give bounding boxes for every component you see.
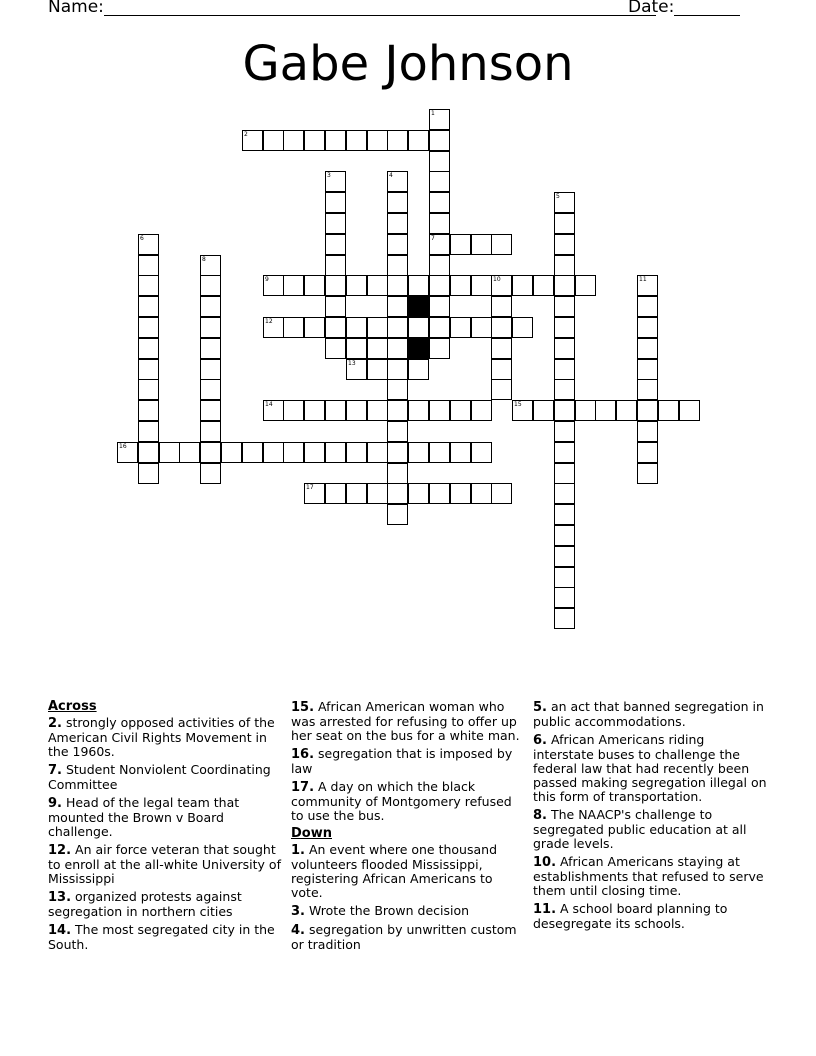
- grid-cell[interactable]: [554, 359, 575, 380]
- black-cell: [408, 338, 429, 359]
- grid-cell[interactable]: [575, 275, 596, 296]
- grid-cell[interactable]: [637, 421, 658, 442]
- clue-number: 9: [265, 276, 269, 283]
- clue-item-text: A day on which the black community of Montgomery refused to use the bus.: [291, 779, 512, 823]
- grid-cell[interactable]: [408, 317, 429, 338]
- down-heading: Down: [291, 826, 332, 841]
- grid-cell[interactable]: [554, 275, 575, 296]
- grid-cell[interactable]: [637, 442, 658, 463]
- grid-cell[interactable]: [159, 442, 180, 463]
- grid-cell[interactable]: [346, 400, 367, 421]
- clue-item-number: 12.: [48, 843, 72, 858]
- grid-cell[interactable]: [387, 213, 408, 234]
- grid-cell[interactable]: [429, 151, 450, 172]
- grid-cell[interactable]: [242, 130, 263, 151]
- grid-cell[interactable]: [471, 442, 492, 463]
- grid-cell[interactable]: [304, 400, 325, 421]
- grid-cell[interactable]: [263, 400, 284, 421]
- grid-cell[interactable]: [325, 338, 346, 359]
- grid-cell[interactable]: [554, 567, 575, 588]
- grid-cell[interactable]: [387, 421, 408, 442]
- grid-cell[interactable]: [325, 400, 346, 421]
- clue-item-text: segregation by unwritten custom or tradition: [291, 922, 517, 952]
- across-clue-list-continued: [291, 700, 527, 823]
- clue-item-number: 11.: [533, 902, 557, 917]
- clue-item-number: 15.: [291, 700, 315, 715]
- clue-number: 13: [348, 360, 356, 367]
- grid-cell[interactable]: [554, 255, 575, 276]
- grid-cell[interactable]: [429, 483, 450, 504]
- grid-cell[interactable]: [387, 296, 408, 317]
- grid-cell[interactable]: [325, 442, 346, 463]
- grid-cell[interactable]: [408, 483, 429, 504]
- grid-cell[interactable]: [554, 504, 575, 525]
- grid-cell[interactable]: [512, 317, 533, 338]
- grid-cell[interactable]: [325, 192, 346, 213]
- clue-item-number: 17.: [291, 780, 315, 795]
- grid-cell[interactable]: [450, 442, 471, 463]
- clue-item-number: 1.: [291, 843, 305, 858]
- clue-item-number: 13.: [48, 890, 72, 905]
- grid-cell[interactable]: [387, 130, 408, 151]
- grid-cell[interactable]: [138, 255, 159, 276]
- clue-number: 2: [244, 131, 248, 138]
- grid-cell[interactable]: [387, 442, 408, 463]
- grid-cell[interactable]: [325, 275, 346, 296]
- grid-cell[interactable]: [387, 483, 408, 504]
- across-clue-list: [48, 716, 284, 952]
- grid-cell[interactable]: [679, 400, 700, 421]
- grid-cell[interactable]: [554, 234, 575, 255]
- clue-item-number: 8.: [533, 808, 547, 823]
- grid-cell[interactable]: [200, 442, 221, 463]
- clue-column-2: [291, 700, 527, 956]
- clue-item-number: 16.: [291, 747, 315, 762]
- grid-cell[interactable]: [554, 587, 575, 608]
- clue-number: 17: [306, 484, 314, 491]
- grid-cell[interactable]: [200, 359, 221, 380]
- grid-cell[interactable]: [637, 359, 658, 380]
- grid-cell[interactable]: [200, 317, 221, 338]
- grid-cell[interactable]: [138, 400, 159, 421]
- clue-item-text: Wrote the Brown decision: [308, 903, 470, 918]
- grid-cell[interactable]: [200, 379, 221, 400]
- name-label: Name:: [48, 0, 104, 17]
- clue-item: [48, 923, 284, 952]
- grid-cell[interactable]: [429, 171, 450, 192]
- clue-item: [533, 808, 769, 851]
- grid-cell[interactable]: [346, 483, 367, 504]
- clue-item-text: an act that banned segregation in public accommodations.: [533, 699, 764, 729]
- clue-item: [533, 855, 769, 898]
- clue-item-text: An air force veteran that sought to enroll at the all-white University of Mississippi: [48, 842, 281, 886]
- date-label: Date:: [628, 0, 675, 17]
- grid-cell[interactable]: [387, 400, 408, 421]
- clue-item-number: 3.: [291, 904, 305, 919]
- grid-cell[interactable]: [138, 463, 159, 484]
- grid-cell[interactable]: [554, 442, 575, 463]
- grid-cell[interactable]: [325, 317, 346, 338]
- grid-cell[interactable]: [450, 317, 471, 338]
- clue-item: [533, 733, 769, 804]
- grid-cell[interactable]: [429, 109, 450, 130]
- clue-number: 11: [639, 276, 647, 283]
- grid-cell[interactable]: [367, 442, 388, 463]
- grid-cell[interactable]: [491, 275, 512, 296]
- grid-cell[interactable]: [554, 192, 575, 213]
- clue-item-text: strongly opposed activities of the American Civil Rights Movement in the 1960s.: [48, 715, 275, 759]
- grid-cell[interactable]: [450, 234, 471, 255]
- grid-cell[interactable]: [304, 483, 325, 504]
- grid-cell[interactable]: [471, 234, 492, 255]
- grid-cell[interactable]: [138, 317, 159, 338]
- grid-cell[interactable]: [408, 130, 429, 151]
- grid-cell[interactable]: [387, 338, 408, 359]
- grid-cell[interactable]: [429, 234, 450, 255]
- clue-item: [48, 890, 284, 919]
- grid-cell[interactable]: [491, 296, 512, 317]
- clue-item: [48, 796, 284, 839]
- across-heading: Across: [48, 699, 97, 714]
- page-title: Gabe Johnson: [242, 36, 574, 92]
- clue-number: 15: [514, 401, 522, 408]
- clue-item: [291, 904, 527, 919]
- grid-cell[interactable]: [283, 317, 304, 338]
- clue-item-text: African Americans staying at establishments that refused to serve them until closing time.: [533, 854, 764, 898]
- grid-cell[interactable]: [429, 338, 450, 359]
- grid-cell[interactable]: [408, 442, 429, 463]
- grid-cell[interactable]: [304, 317, 325, 338]
- grid-cell[interactable]: [450, 400, 471, 421]
- clue-number: 3: [327, 172, 331, 179]
- grid-cell[interactable]: [554, 379, 575, 400]
- grid-cell[interactable]: [554, 463, 575, 484]
- grid-cell[interactable]: [471, 483, 492, 504]
- grid-cell[interactable]: [387, 463, 408, 484]
- grid-cell[interactable]: [263, 317, 284, 338]
- grid-cell[interactable]: [346, 130, 367, 151]
- clue-item-text: The NAACP's challenge to segregated public education at all grade levels.: [533, 807, 747, 851]
- grid-cell[interactable]: [554, 400, 575, 421]
- grid-cell[interactable]: [283, 400, 304, 421]
- grid-cell[interactable]: [367, 400, 388, 421]
- grid-cell[interactable]: [138, 442, 159, 463]
- grid-cell[interactable]: [283, 442, 304, 463]
- grid-cell[interactable]: [429, 296, 450, 317]
- clue-item-text: African Americans riding interstate buses to challenge the federal law that had recently been passed making segregation illegal on this form of transportation.: [533, 732, 767, 804]
- grid-cell[interactable]: [491, 359, 512, 380]
- grid-cell[interactable]: [242, 442, 263, 463]
- grid-cell[interactable]: [367, 275, 388, 296]
- grid-cell[interactable]: [491, 317, 512, 338]
- clue-number: 8: [202, 256, 206, 263]
- grid-cell[interactable]: [387, 171, 408, 192]
- grid-cell[interactable]: [200, 255, 221, 276]
- grid-cell[interactable]: [429, 213, 450, 234]
- grid-cell[interactable]: [637, 463, 658, 484]
- clue-item-text: segregation that is imposed by law: [291, 746, 513, 776]
- grid-cell[interactable]: [138, 379, 159, 400]
- grid-cell[interactable]: [387, 255, 408, 276]
- grid-cell[interactable]: [554, 608, 575, 629]
- grid-cell[interactable]: [346, 359, 367, 380]
- clue-item-number: 14.: [48, 923, 72, 938]
- clue-number: 10: [493, 276, 501, 283]
- grid-cell[interactable]: [491, 338, 512, 359]
- grid-cell[interactable]: [346, 275, 367, 296]
- grid-cell[interactable]: [325, 213, 346, 234]
- grid-cell[interactable]: [554, 525, 575, 546]
- grid-cell[interactable]: [637, 400, 658, 421]
- grid-cell[interactable]: [575, 400, 596, 421]
- grid-cell[interactable]: [471, 317, 492, 338]
- grid-cell[interactable]: [200, 275, 221, 296]
- grid-cell[interactable]: [554, 317, 575, 338]
- grid-cell[interactable]: [346, 338, 367, 359]
- grid-cell[interactable]: [304, 130, 325, 151]
- grid-cell[interactable]: [200, 338, 221, 359]
- grid-cell[interactable]: [533, 400, 554, 421]
- grid-cell[interactable]: [325, 171, 346, 192]
- grid-cell[interactable]: [637, 338, 658, 359]
- grid-cell[interactable]: [512, 400, 533, 421]
- grid-cell[interactable]: [658, 400, 679, 421]
- clue-item: [291, 780, 527, 823]
- clue-item: [48, 843, 284, 886]
- grid-cell[interactable]: [512, 275, 533, 296]
- grid-cell[interactable]: [491, 379, 512, 400]
- grid-cell[interactable]: [387, 317, 408, 338]
- down-clue-list: [291, 843, 527, 952]
- clue-item-number: 4.: [291, 923, 305, 938]
- clue-item: [291, 923, 527, 952]
- clue-item-number: 2.: [48, 716, 62, 731]
- grid-cell[interactable]: [117, 442, 138, 463]
- grid-cell[interactable]: [346, 317, 367, 338]
- clue-number: 14: [265, 401, 273, 408]
- black-cell: [408, 296, 429, 317]
- clue-number: 7: [431, 235, 435, 242]
- grid-cell[interactable]: [200, 296, 221, 317]
- clue-column-3: [533, 700, 769, 935]
- grid-cell[interactable]: [637, 296, 658, 317]
- grid-cell[interactable]: [367, 483, 388, 504]
- clue-item-number: 10.: [533, 855, 557, 870]
- grid-cell[interactable]: [367, 130, 388, 151]
- grid-cell[interactable]: [283, 275, 304, 296]
- clue-number: 1: [431, 110, 435, 117]
- clue-number: 6: [140, 235, 144, 242]
- grid-cell[interactable]: [138, 338, 159, 359]
- grid-cell[interactable]: [429, 275, 450, 296]
- grid-cell[interactable]: [408, 359, 429, 380]
- clue-item-number: 9.: [48, 796, 62, 811]
- grid-cell[interactable]: [325, 255, 346, 276]
- clue-item-text: African American woman who was arrested for refusing to offer up her seat on the bus for a white man.: [291, 699, 520, 743]
- clue-number: 12: [265, 318, 273, 325]
- grid-cell[interactable]: [325, 296, 346, 317]
- clue-item-number: 6.: [533, 733, 547, 748]
- clue-item-text: An event where one thousand volunteers flooded Mississippi, registering African Americans to vote.: [291, 842, 498, 900]
- clue-item: [291, 747, 527, 776]
- grid-cell[interactable]: [367, 359, 388, 380]
- grid-cell[interactable]: [554, 546, 575, 567]
- grid-cell[interactable]: [595, 400, 616, 421]
- grid-cell[interactable]: [387, 234, 408, 255]
- grid-cell[interactable]: [367, 338, 388, 359]
- grid-cell[interactable]: [429, 317, 450, 338]
- grid-cell[interactable]: [471, 275, 492, 296]
- grid-cell[interactable]: [263, 275, 284, 296]
- grid-cell[interactable]: [387, 379, 408, 400]
- grid-cell[interactable]: [200, 463, 221, 484]
- grid-cell[interactable]: [387, 359, 408, 380]
- grid-cell[interactable]: [346, 442, 367, 463]
- clue-item-number: 7.: [48, 763, 62, 778]
- clue-item: [533, 902, 769, 931]
- grid-cell[interactable]: [387, 504, 408, 525]
- grid-cell[interactable]: [429, 192, 450, 213]
- clue-item-text: Student Nonviolent Coordinating Committee: [48, 762, 271, 792]
- grid-cell[interactable]: [554, 338, 575, 359]
- clue-column-1: [48, 700, 284, 956]
- clue-item-number: 5.: [533, 700, 547, 715]
- grid-cell[interactable]: [138, 275, 159, 296]
- grid-cell[interactable]: [387, 192, 408, 213]
- grid-cell[interactable]: [367, 317, 388, 338]
- grid-cell[interactable]: [429, 130, 450, 151]
- grid-cell[interactable]: [263, 130, 284, 151]
- grid-cell[interactable]: [325, 234, 346, 255]
- grid-cell[interactable]: [283, 130, 304, 151]
- grid-cell[interactable]: [533, 275, 554, 296]
- grid-cell[interactable]: [138, 234, 159, 255]
- clue-number: 16: [119, 443, 127, 450]
- clue-item: [291, 843, 527, 900]
- grid-cell[interactable]: [429, 255, 450, 276]
- clue-item-text: A school board planning to desegregate its schools.: [533, 901, 728, 931]
- clue-item-text: organized protests against segregation in northern cities: [48, 889, 242, 919]
- grid-cell[interactable]: [138, 421, 159, 442]
- clue-number: 4: [389, 172, 393, 179]
- grid-cell[interactable]: [325, 483, 346, 504]
- grid-cell[interactable]: [325, 130, 346, 151]
- down-clue-list-continued: [533, 700, 769, 931]
- grid-cell[interactable]: [471, 400, 492, 421]
- grid-cell[interactable]: [200, 421, 221, 442]
- grid-cell[interactable]: [304, 275, 325, 296]
- clue-item: [291, 700, 527, 743]
- grid-cell[interactable]: [408, 400, 429, 421]
- grid-cell[interactable]: [616, 400, 637, 421]
- clue-item: [533, 700, 769, 729]
- grid-cell[interactable]: [304, 442, 325, 463]
- clue-item: [48, 763, 284, 792]
- grid-cell[interactable]: [554, 421, 575, 442]
- clue-item-text: Head of the legal team that mounted the Brown v Board challenge.: [48, 795, 240, 839]
- grid-cell[interactable]: [138, 296, 159, 317]
- grid-cell[interactable]: [554, 213, 575, 234]
- grid-cell[interactable]: [387, 275, 408, 296]
- clue-item: [48, 716, 284, 759]
- grid-cell[interactable]: [221, 442, 242, 463]
- grid-cell[interactable]: [408, 275, 429, 296]
- grid-cell[interactable]: [200, 400, 221, 421]
- grid-cell[interactable]: [450, 275, 471, 296]
- grid-cell[interactable]: [429, 400, 450, 421]
- grid-cell[interactable]: [450, 483, 471, 504]
- grid-cell[interactable]: [554, 483, 575, 504]
- grid-cell[interactable]: [491, 483, 512, 504]
- grid-cell[interactable]: [491, 234, 512, 255]
- clue-number: 5: [556, 193, 560, 200]
- grid-cell[interactable]: [138, 359, 159, 380]
- grid-cell[interactable]: [429, 442, 450, 463]
- grid-cell[interactable]: [637, 379, 658, 400]
- grid-cell[interactable]: [263, 442, 284, 463]
- clue-item-text: The most segregated city in the South.: [48, 922, 275, 952]
- grid-cell[interactable]: [637, 275, 658, 296]
- grid-cell[interactable]: [637, 317, 658, 338]
- grid-cell[interactable]: [179, 442, 200, 463]
- grid-cell[interactable]: [554, 296, 575, 317]
